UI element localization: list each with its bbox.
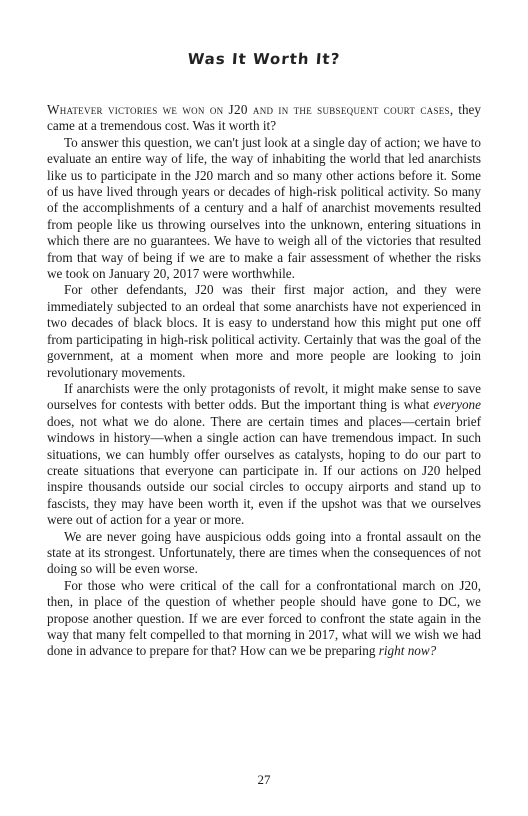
paragraph-2: To answer this question, we can't just look at a single day of action; we have to evaluate an entire way of life, the way of inhabiting the world that led anarchists like us to participate in the J20 march and so many other actions before it. Some of us have lived through years or decades of high-risk political activity. So many of the accomplishments of a century and a half of anarchist movements resulted from people like us throwing ourselves into the unknown, entering situations in which there are no guarantees. We have to weigh all of the victories that resulted from that way of being if we are to make a fair assessment of whether the risks we took on January 20, 2017 were worthwhile. xyxy=(47,134,481,282)
paragraph-1 xyxy=(47,102,481,135)
chapter-title: Was It Worth It? xyxy=(187,50,341,68)
paragraph-6-text-before: For those who were critical of the call for a confrontational march on J20, then, in place of the question of whether people should have gone to DC, we propose another question. If we are ever forced to confront the state again in the way that many felt compelled to that morning in 2017, what will we wish we had done in advance to prepare for that? How can we be preparing xyxy=(47,577,481,659)
paragraph-4-text-before: If anarchists were the only protagonists of revolt, it might make sense to save ourselves for contests with better odds. But the important thing is what xyxy=(47,380,481,413)
paragraph-4 xyxy=(47,381,481,529)
chapter-body xyxy=(47,102,481,660)
paragraph-1-text: they came at a tremendous cost. Was it worth it? xyxy=(47,102,481,134)
paragraph-3: For other defendants, J20 was their first major action, and they were immediately subjected to an ordeal that some anarchists have not experienced in two decades of black blocs. It is easy to understand how this might put one off from participating in high-risk political activity. Certainly that was the goal of the government, at a moment when more and more people are looking to join revolutionary movements. xyxy=(47,282,481,380)
paragraph-6 xyxy=(47,578,481,660)
paragraph-5: We are never going have auspicious odds going into a frontal assault on the state at its strongest. Unfortunately, there are times when the consequences of not doing so will be even worse. xyxy=(47,528,481,577)
paragraph-4-emphasis: everyone xyxy=(433,397,481,413)
paragraph-6-emphasis: right now? xyxy=(378,643,437,659)
paragraph-4-text-after: does, not what we do alone. There are certain times and places—certain brief windows in history—when a single action can have tremendous impact. In such situations, we can humbly offer ourselves as catalysts, hoping to do our part to create situations that everyone can participate in. If our actions on J20 helped inspire thousands outside our social circles to occupy airports and stand up to fascists, they may have been worth it, even if the upshot was that we ourselves were out of action for a year or more. xyxy=(47,413,481,528)
page-number: 27 xyxy=(257,772,271,787)
paragraph-1-lead-smallcaps: Whatever victories we won on J20 and in the subsequent court cases, xyxy=(47,102,454,117)
